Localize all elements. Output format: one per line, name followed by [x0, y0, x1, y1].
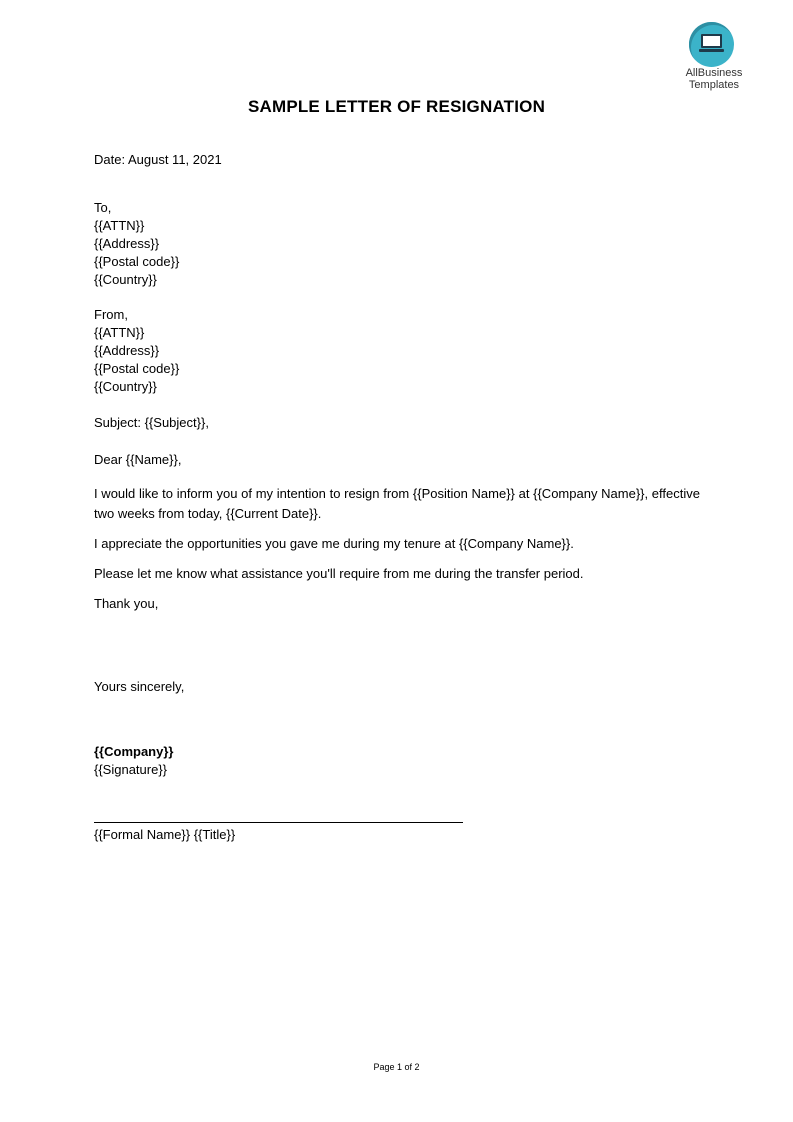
signature-placeholder: {{Signature}} — [94, 762, 168, 777]
to-address: {{Address}} — [94, 236, 160, 251]
from-country: {{Country}} — [94, 379, 157, 394]
to-attn: {{ATTN}} — [94, 218, 145, 233]
signature-rule — [94, 822, 463, 823]
document-title: SAMPLE LETTER OF RESIGNATION — [247, 97, 546, 116]
logo-text-line1: AllBusiness — [685, 67, 743, 79]
from-label: From, — [94, 307, 128, 322]
to-country: {{Country}} — [94, 272, 157, 287]
from-postal-code: {{Postal code}} — [94, 361, 180, 376]
logo-badge — [689, 22, 734, 67]
from-attn: {{ATTN}} — [94, 325, 145, 340]
body-paragraph-2: I appreciate the opportunities you gave me during my tenure at {{Company Name}}. — [94, 536, 574, 551]
to-postal-code: {{Postal code}} — [94, 254, 180, 269]
company-logo — [676, 22, 752, 94]
to-label: To, — [94, 200, 112, 215]
salutation: Dear {{Name}}, — [94, 452, 182, 467]
laptop-icon — [698, 32, 725, 56]
formal-name-title: {{Formal Name}} {{Title}} — [94, 827, 236, 842]
closing-line: Yours sincerely, — [94, 679, 185, 694]
from-address: {{Address}} — [94, 343, 160, 358]
subject-line: Subject: {{Subject}}, — [94, 415, 209, 430]
company-name: {{Company}} — [94, 744, 174, 759]
logo-text — [676, 67, 752, 91]
body-paragraph-3: Please let me know what assistance you'll require from me during the transfer period. — [94, 566, 584, 581]
page-number: Page 1 of 2 — [373, 1062, 420, 1072]
body-paragraph-1: I would like to inform you of my intention to resign from {{Position Name}} at {{Company Name}}, effective two weeks from today, {{Current Date}}. — [94, 486, 700, 521]
thank-you-line: Thank you, — [94, 596, 159, 611]
date-line: Date: August 11, 2021 — [94, 152, 222, 167]
logo-text-line2: Templates — [688, 79, 740, 91]
